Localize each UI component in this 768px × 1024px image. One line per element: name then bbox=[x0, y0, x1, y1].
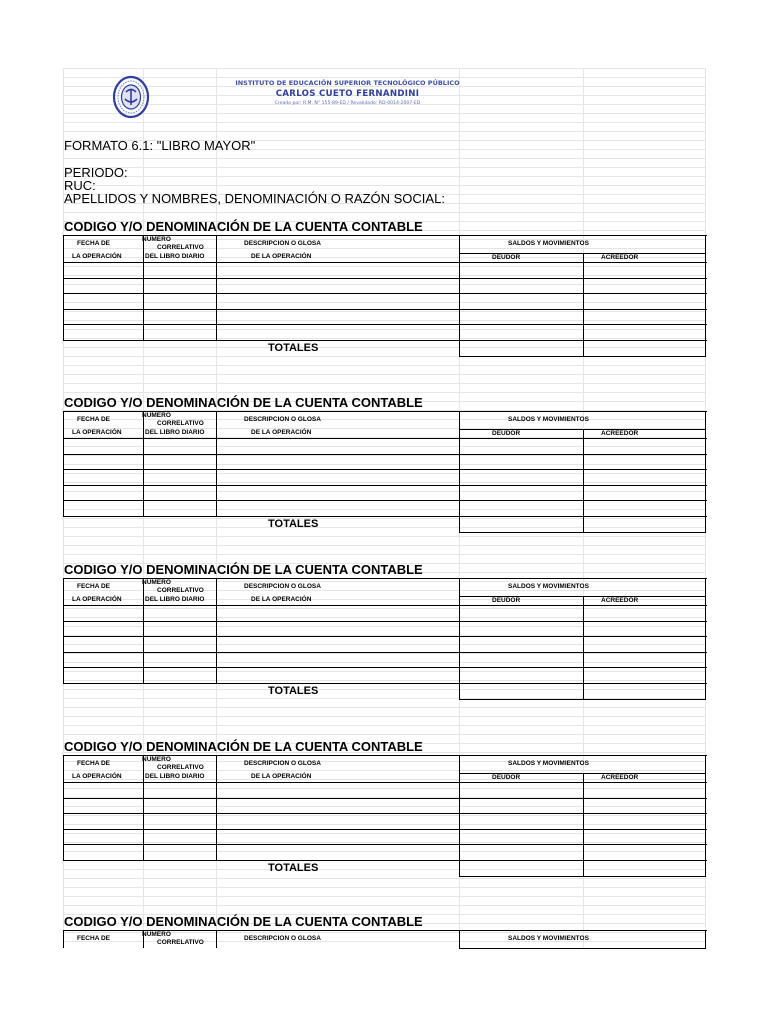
table-border bbox=[583, 253, 584, 356]
column-header-fecha-operacion: LA OPERACIÓN bbox=[72, 253, 122, 260]
table-border bbox=[216, 930, 217, 948]
table-border bbox=[143, 755, 144, 860]
gridline bbox=[63, 545, 706, 546]
table-border bbox=[63, 652, 707, 653]
column-header-fecha: FECHA DE bbox=[77, 240, 110, 247]
institution-resolution: Creado por: R.M. N° 155-89-ED / Revalidado: RD-0014-2007-ED bbox=[274, 101, 421, 106]
ledger-table bbox=[63, 578, 706, 699]
table-border bbox=[705, 578, 706, 699]
table-border bbox=[63, 340, 707, 341]
gridline bbox=[63, 707, 706, 708]
column-header-correlativo: CORRELATIVO bbox=[157, 764, 204, 771]
column-header-numero: NÚMERO bbox=[142, 236, 171, 243]
totals-label: TOTALES bbox=[268, 342, 319, 354]
format-title: FORMATO 6.1: "LIBRO MAYOR" bbox=[64, 138, 256, 153]
table-border bbox=[459, 532, 706, 533]
table-border bbox=[705, 930, 706, 948]
column-header-descripcion: DESCRIPCION O GLOSA bbox=[244, 760, 321, 767]
gridline bbox=[63, 158, 706, 159]
table-border bbox=[63, 454, 707, 455]
table-border bbox=[63, 782, 707, 783]
column-header-acreedor: ACREEDOR bbox=[601, 430, 639, 437]
gridline bbox=[63, 392, 706, 393]
totals-label: TOTALES bbox=[268, 518, 319, 530]
table-border bbox=[63, 411, 64, 516]
account-section-title: CODIGO Y/O DENOMINACIÓN DE LA CUENTA CONTABLE bbox=[64, 395, 423, 410]
column-header-libro-diario: DEL LIBRO DIARIO bbox=[145, 253, 205, 260]
table-border bbox=[63, 324, 707, 325]
column-header-descripcion-operacion: DE LA OPERACIÓN bbox=[251, 596, 312, 603]
table-border bbox=[459, 876, 706, 877]
table-border bbox=[459, 411, 460, 532]
table-border bbox=[216, 755, 217, 860]
column-header-fecha: FECHA DE bbox=[77, 416, 110, 423]
table-border bbox=[63, 605, 707, 606]
table-border bbox=[143, 411, 144, 516]
table-border bbox=[63, 309, 707, 310]
table-border bbox=[63, 262, 707, 263]
table-border bbox=[143, 578, 144, 683]
column-header-deudor: DEUDOR bbox=[492, 774, 521, 781]
column-header-saldos: SALDOS Y MOVIMIENTOS bbox=[508, 416, 589, 423]
table-border bbox=[459, 235, 460, 356]
column-header-acreedor: ACREEDOR bbox=[601, 254, 639, 261]
column-header-numero: NÚMERO bbox=[142, 412, 171, 419]
column-header-correlativo: CORRELATIVO bbox=[157, 420, 204, 427]
column-header-deudor: DEUDOR bbox=[492, 254, 521, 261]
gridline bbox=[63, 383, 706, 384]
table-border bbox=[63, 516, 707, 517]
table-border bbox=[216, 411, 217, 516]
gridline bbox=[63, 734, 706, 735]
column-header-descripcion: DESCRIPCION O GLOSA bbox=[244, 416, 321, 423]
column-header-libro-diario: DEL LIBRO DIARIO bbox=[145, 429, 205, 436]
column-header-fecha: FECHA DE bbox=[77, 760, 110, 767]
column-header-fecha-operacion: LA OPERACIÓN bbox=[72, 429, 122, 436]
table-border bbox=[143, 235, 144, 340]
gridline bbox=[63, 725, 706, 726]
gridline bbox=[63, 905, 706, 906]
column-header-deudor: DEUDOR bbox=[492, 430, 521, 437]
column-header-acreedor: ACREEDOR bbox=[601, 774, 639, 781]
gridline bbox=[63, 122, 706, 123]
gridline bbox=[63, 536, 706, 537]
column-header-descripcion: DESCRIPCION O GLOSA bbox=[244, 240, 321, 247]
table-border bbox=[583, 429, 584, 532]
table-border bbox=[459, 930, 460, 948]
column-header-correlativo: CORRELATIVO bbox=[157, 587, 204, 594]
column-header-fecha: FECHA DE bbox=[77, 583, 110, 590]
column-header-descripcion-operacion: DE LA OPERACIÓN bbox=[251, 773, 312, 780]
table-border bbox=[63, 636, 707, 637]
gridline bbox=[63, 113, 706, 114]
column-header-descripcion: DESCRIPCION O GLOSA bbox=[244, 935, 321, 942]
gridline bbox=[63, 68, 706, 69]
table-border bbox=[63, 500, 707, 501]
gridline bbox=[63, 77, 706, 78]
table-border bbox=[459, 948, 706, 949]
table-border bbox=[63, 667, 707, 668]
gridline bbox=[63, 167, 706, 168]
column-header-fecha-operacion: LA OPERACIÓN bbox=[72, 596, 122, 603]
table-border bbox=[63, 798, 707, 799]
ledger-table bbox=[63, 235, 706, 356]
totals-label: TOTALES bbox=[268, 862, 319, 874]
periodo-label: PERIODO: bbox=[64, 165, 128, 180]
table-border bbox=[216, 235, 217, 340]
gridline bbox=[63, 554, 706, 555]
column-header-deudor: DEUDOR bbox=[492, 597, 521, 604]
column-header-libro-diario: DEL LIBRO DIARIO bbox=[145, 773, 205, 780]
ledger-table bbox=[63, 755, 706, 876]
gridline bbox=[63, 896, 706, 897]
column-header-libro-diario: DEL LIBRO DIARIO bbox=[145, 596, 205, 603]
table-border bbox=[63, 683, 707, 684]
column-header-correlativo: CORRELATIVO bbox=[157, 939, 204, 946]
column-header-fecha: FECHA DE bbox=[77, 935, 110, 942]
ledger-table bbox=[63, 930, 706, 948]
column-header-fecha-operacion: LA OPERACIÓN bbox=[72, 773, 122, 780]
table-border bbox=[705, 235, 706, 356]
column-header-numero: NÚMERO bbox=[142, 931, 171, 938]
table-border bbox=[459, 755, 460, 876]
gridline bbox=[63, 878, 706, 879]
account-section-title: CODIGO Y/O DENOMINACIÓN DE LA CUENTA CONTABLE bbox=[64, 562, 423, 577]
table-border bbox=[705, 411, 706, 532]
column-header-descripcion-operacion: DE LA OPERACIÓN bbox=[251, 253, 312, 260]
ruc-label: RUC: bbox=[64, 178, 96, 193]
account-section-title: CODIGO Y/O DENOMINACIÓN DE LA CUENTA CONTABLE bbox=[64, 739, 423, 754]
table-border bbox=[63, 813, 707, 814]
table-border bbox=[63, 438, 707, 439]
table-border bbox=[63, 578, 64, 683]
account-section-title: CODIGO Y/O DENOMINACIÓN DE LA CUENTA CONTABLE bbox=[64, 219, 423, 234]
totals-label: TOTALES bbox=[268, 685, 319, 697]
table-border bbox=[216, 578, 217, 683]
column-header-correlativo: CORRELATIVO bbox=[157, 244, 204, 251]
institution-school-name: CARLOS CUETO FERNANDINI bbox=[275, 89, 420, 99]
column-header-descripcion-operacion: DE LA OPERACIÓN bbox=[251, 429, 312, 436]
table-border bbox=[63, 485, 707, 486]
table-border bbox=[63, 755, 64, 860]
table-border bbox=[63, 844, 707, 845]
table-border bbox=[63, 860, 707, 861]
account-section-title: CODIGO Y/O DENOMINACIÓN DE LA CUENTA CONTABLE bbox=[64, 914, 423, 929]
table-border bbox=[63, 278, 707, 279]
ledger-table bbox=[63, 411, 706, 532]
column-header-saldos: SALDOS Y MOVIMIENTOS bbox=[508, 583, 589, 590]
gridline bbox=[63, 176, 706, 177]
column-header-numero: NÚMERO bbox=[142, 756, 171, 763]
column-header-saldos: SALDOS Y MOVIMIENTOS bbox=[508, 760, 589, 767]
table-border bbox=[459, 578, 460, 699]
gridline bbox=[63, 374, 706, 375]
gridline bbox=[63, 716, 706, 717]
razon-social-label: APELLIDOS Y NOMBRES, DENOMINACIÓN O RAZÓN SOCIAL: bbox=[64, 191, 445, 206]
column-header-numero: NÚMERO bbox=[142, 579, 171, 586]
column-header-acreedor: ACREEDOR bbox=[601, 597, 639, 604]
table-border bbox=[459, 699, 706, 700]
gridline bbox=[63, 131, 706, 132]
table-border bbox=[63, 621, 707, 622]
column-header-saldos: SALDOS Y MOVIMIENTOS bbox=[508, 935, 589, 942]
gridline bbox=[63, 887, 706, 888]
column-header-saldos: SALDOS Y MOVIMIENTOS bbox=[508, 240, 589, 247]
gridline bbox=[63, 212, 706, 213]
gridline bbox=[63, 185, 706, 186]
table-border bbox=[63, 469, 707, 470]
column-header-descripcion: DESCRIPCION O GLOSA bbox=[244, 583, 321, 590]
table-border bbox=[63, 293, 707, 294]
gridline bbox=[63, 365, 706, 366]
table-border bbox=[459, 356, 706, 357]
institution-logo bbox=[112, 75, 150, 119]
table-border bbox=[583, 596, 584, 699]
table-border bbox=[583, 773, 584, 876]
table-border bbox=[63, 930, 64, 948]
table-border bbox=[63, 235, 64, 340]
table-border bbox=[63, 829, 707, 830]
institution-name: INSTITUTO DE EDUCACIÓN SUPERIOR TECNOLÓGICO PÚBLICO bbox=[235, 79, 460, 87]
table-border bbox=[705, 755, 706, 876]
